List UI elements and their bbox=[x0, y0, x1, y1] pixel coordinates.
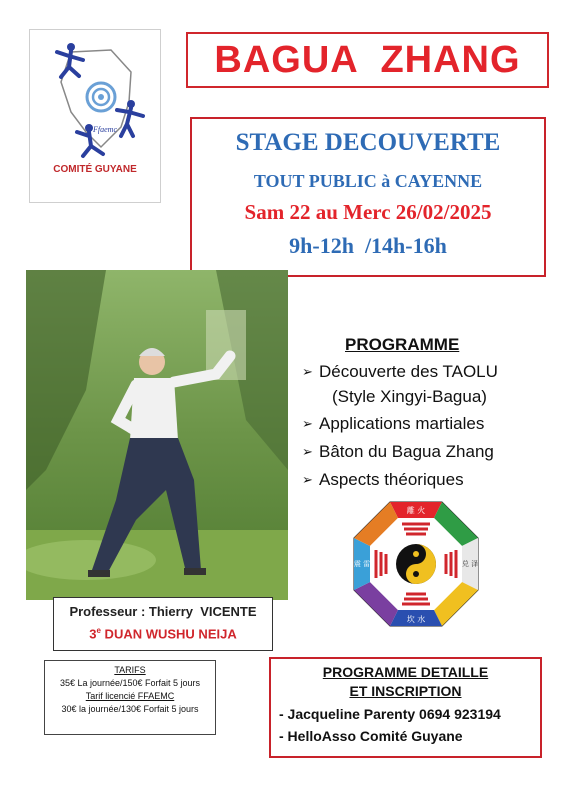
list-item bbox=[302, 410, 498, 438]
stage-audience: TOUT PUBLIC à CAYENNE bbox=[253, 171, 483, 191]
tarifs-subheading: Tarif licencié FFAEMC bbox=[85, 691, 175, 701]
club-logo bbox=[29, 29, 161, 203]
arrow-bullet-icon: ➢ bbox=[302, 472, 313, 487]
programme-item: Aspects théoriques bbox=[319, 470, 464, 489]
programme-list bbox=[302, 358, 498, 494]
rank-suffix: e bbox=[96, 626, 101, 635]
professor-rank bbox=[54, 626, 272, 641]
page-title: BAGUA ZHANG bbox=[214, 39, 521, 81]
stage-heading: STAGE DECOUVERTE bbox=[235, 129, 501, 156]
tarifs-box bbox=[44, 660, 216, 735]
tarifs-line: 30€ la journée/130€ Forfait 5 jours bbox=[61, 704, 199, 714]
stage-dates: Sam 22 au Merc 26/02/2025 bbox=[244, 200, 492, 224]
stage-info-box bbox=[190, 117, 546, 277]
logo-graphic bbox=[31, 32, 161, 162]
arrow-bullet-icon: ➢ bbox=[302, 444, 313, 459]
bagua-bottom-label: 坎 水 bbox=[406, 615, 426, 624]
contact-phone: - Jacqueline Parenty 0694 923194 bbox=[279, 706, 501, 722]
professor-box bbox=[53, 597, 273, 651]
programme-item: Bâton du Bagua Zhang bbox=[319, 442, 494, 461]
bagua-right-label: 兑 泽 bbox=[461, 560, 479, 568]
bagua-left-label: 震 雷 bbox=[353, 560, 371, 568]
arrow-bullet-icon: ➢ bbox=[302, 416, 313, 431]
list-item bbox=[302, 438, 498, 466]
logo-caption: COMITÉ GUYANE bbox=[53, 164, 137, 175]
professor-name: Professeur : Thierry VICENTE bbox=[69, 604, 257, 619]
logo-mark-text: Ffaemc bbox=[93, 125, 117, 134]
programme-title: PROGRAMME bbox=[345, 335, 460, 354]
instructor-photo bbox=[26, 270, 288, 600]
programme-item-detail: (Style Xingyi-Bagua) bbox=[332, 387, 487, 406]
list-item bbox=[302, 358, 498, 386]
rank-text: DUAN WUSHU NEIJA bbox=[100, 626, 237, 642]
rank-number: 3 bbox=[89, 626, 97, 642]
contact-helloasso: - HelloAsso Comité Guyane bbox=[279, 728, 463, 744]
arrow-bullet-icon: ➢ bbox=[302, 364, 313, 379]
list-item bbox=[302, 466, 498, 494]
stage-hours: 9h-12h /14h-16h bbox=[289, 233, 447, 258]
inscription-box bbox=[269, 657, 542, 758]
bagua-diagram bbox=[352, 500, 480, 628]
title-box bbox=[186, 32, 549, 88]
bagua-top-label: 離 火 bbox=[406, 506, 426, 515]
tarifs-line: 35€ La journée/150€ Forfait 5 jours bbox=[59, 678, 201, 688]
programme-item: Découverte des TAOLU bbox=[319, 362, 498, 381]
inscription-title: PROGRAMME DETAILLE bbox=[322, 664, 489, 680]
programme-item: Applications martiales bbox=[319, 414, 485, 433]
tarifs-heading: TARIFS bbox=[114, 665, 146, 675]
list-item bbox=[302, 386, 498, 410]
inscription-subtitle: ET INSCRIPTION bbox=[349, 683, 462, 699]
